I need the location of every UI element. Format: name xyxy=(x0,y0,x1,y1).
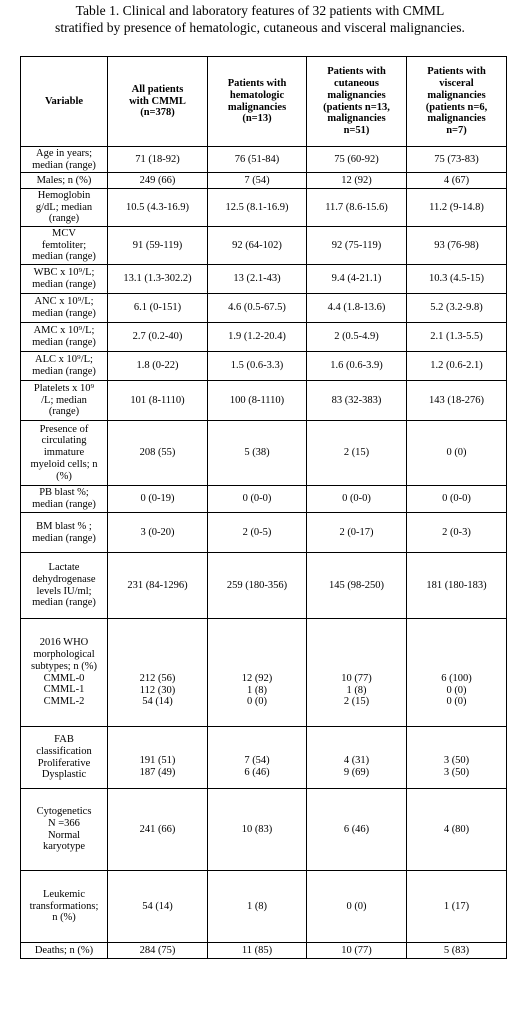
header-hematologic: Patients with hematologic malignancies (n=13) xyxy=(208,57,307,147)
header-visceral: Patients with visceral malignancies (patients n=6, malignancies n=7) xyxy=(407,57,507,147)
row-label xyxy=(21,727,108,789)
header-variable: Variable xyxy=(21,57,108,147)
cell-cutaneous: 9.4 (4-21.1) xyxy=(307,265,407,294)
cell-visceral: 10.3 (4.5-15) xyxy=(407,265,507,294)
cell-cutaneous: 12 (92) xyxy=(307,173,407,189)
cell-cutaneous xyxy=(307,727,407,789)
table-row xyxy=(21,486,507,513)
cell-cutaneous: 4.4 (1.8-13.6) xyxy=(307,294,407,323)
table-row-fab xyxy=(21,727,507,789)
table-row-who-subtypes xyxy=(21,619,507,727)
table-row xyxy=(21,421,507,486)
cell-hematologic: 100 (8-1110) xyxy=(208,381,307,421)
row-label: Age in years; median (range) xyxy=(21,147,108,173)
cell-all: 208 (55) xyxy=(108,421,208,486)
table-row xyxy=(21,352,507,381)
cell-cutaneous: 1.6 (0.6-3.9) xyxy=(307,352,407,381)
cell-all: 54 (14) xyxy=(108,871,208,943)
cell-hematologic: 4.6 (0.5-67.5) xyxy=(208,294,307,323)
fab-all-values: 191 (51) 187 (49) xyxy=(139,754,176,778)
table-caption xyxy=(0,2,520,36)
fab-cut-values: 4 (31) 9 (69) xyxy=(343,754,370,778)
cell-hematologic: 1.5 (0.6-3.3) xyxy=(208,352,307,381)
cell-cutaneous: 2 (0.5-4.9) xyxy=(307,323,407,352)
cell-hematologic xyxy=(208,727,307,789)
cell-all: 71 (18-92) xyxy=(108,147,208,173)
row-label: Lactate dehydrogenase levels IU/ml; median (range) xyxy=(21,553,108,619)
cell-visceral: 75 (73-83) xyxy=(407,147,507,173)
cell-cutaneous: 145 (98-250) xyxy=(307,553,407,619)
cell-cutaneous: 0 (0) xyxy=(307,871,407,943)
cell-hematologic: 13 (2.1-43) xyxy=(208,265,307,294)
row-label: Platelets x 10⁹ /L; median (range) xyxy=(21,381,108,421)
cell-cutaneous: 92 (75-119) xyxy=(307,227,407,265)
table-row xyxy=(21,173,507,189)
cell-visceral xyxy=(407,727,507,789)
cell-all xyxy=(108,727,208,789)
who-sublabels: CMML-0 CMML-1 CMML-2 xyxy=(43,672,85,708)
cell-visceral xyxy=(407,619,507,727)
cell-hematologic: 1 (8) xyxy=(208,871,307,943)
cell-all: 3 (0-20) xyxy=(108,513,208,553)
table-row xyxy=(21,294,507,323)
cell-visceral: 5.2 (3.2-9.8) xyxy=(407,294,507,323)
cell-all: 249 (66) xyxy=(108,173,208,189)
cell-all: 101 (8-1110) xyxy=(108,381,208,421)
table-row xyxy=(21,553,507,619)
cell-all: 0 (0-19) xyxy=(108,486,208,513)
cell-hematologic: 11 (85) xyxy=(208,943,307,959)
cell-hematologic: 2 (0-5) xyxy=(208,513,307,553)
cell-all xyxy=(108,619,208,727)
cell-visceral: 0 (0-0) xyxy=(407,486,507,513)
cell-hematologic: 92 (64-102) xyxy=(208,227,307,265)
cell-all: 10.5 (4.3-16.9) xyxy=(108,189,208,227)
fab-hem-values: 7 (54) 6 (46) xyxy=(244,754,270,778)
cell-all: 1.8 (0-22) xyxy=(108,352,208,381)
caption-line-2: stratified by presence of hematologic, cutaneous and visceral malignancies. xyxy=(55,20,465,35)
cell-all: 231 (84-1296) xyxy=(108,553,208,619)
row-label: WBC x 10⁹/L; median (range) xyxy=(21,265,108,294)
cell-visceral: 2 (0-3) xyxy=(407,513,507,553)
row-label: AMC x 10⁹/L; median (range) xyxy=(21,323,108,352)
who-vis-values: 6 (100) 0 (0) 0 (0) xyxy=(441,672,472,708)
cell-visceral: 93 (76-98) xyxy=(407,227,507,265)
table-row xyxy=(21,265,507,294)
cell-all: 284 (75) xyxy=(108,943,208,959)
cell-visceral: 0 (0) xyxy=(407,421,507,486)
cell-cutaneous: 75 (60-92) xyxy=(307,147,407,173)
table-row xyxy=(21,381,507,421)
table-row xyxy=(21,227,507,265)
cell-visceral: 4 (67) xyxy=(407,173,507,189)
who-label: 2016 WHO morphological subtypes; n (%) xyxy=(31,637,97,672)
table-row-leukemic xyxy=(21,871,507,943)
cell-hematologic: 5 (38) xyxy=(208,421,307,486)
row-label: ALC x 10⁹/L; median (range) xyxy=(21,352,108,381)
cell-cutaneous: 0 (0-0) xyxy=(307,486,407,513)
clinical-features-table xyxy=(20,56,507,959)
cell-hematologic: 0 (0-0) xyxy=(208,486,307,513)
cell-visceral: 4 (80) xyxy=(407,789,507,871)
row-label xyxy=(21,619,108,727)
cell-visceral: 2.1 (1.3-5.5) xyxy=(407,323,507,352)
cell-all: 6.1 (0-151) xyxy=(108,294,208,323)
cell-visceral: 1 (17) xyxy=(407,871,507,943)
header-row xyxy=(21,57,507,147)
cell-hematologic: 259 (180-356) xyxy=(208,553,307,619)
who-hem-values: 12 (92) 1 (8) 0 (0) xyxy=(241,672,273,708)
fab-label: FAB classification xyxy=(36,733,92,757)
cell-hematologic: 7 (54) xyxy=(208,173,307,189)
table-row xyxy=(21,147,507,173)
fab-sublabels: Proliferative Dysplastic xyxy=(37,757,91,781)
cell-hematologic: 1.9 (1.2-20.4) xyxy=(208,323,307,352)
caption-line-1: Table 1. Clinical and laboratory features of 32 patients with CMML xyxy=(75,3,445,18)
row-label: Hemoglobin g/dL; median (range) xyxy=(21,189,108,227)
row-label: MCV femtoliter; median (range) xyxy=(21,227,108,265)
cell-cutaneous: 10 (77) xyxy=(307,943,407,959)
cell-cutaneous: 2 (15) xyxy=(307,421,407,486)
cell-all: 2.7 (0.2-40) xyxy=(108,323,208,352)
row-label: Leukemic transformations; n (%) xyxy=(21,871,108,943)
cell-visceral: 1.2 (0.6-2.1) xyxy=(407,352,507,381)
cell-all: 241 (66) xyxy=(108,789,208,871)
cell-cutaneous: 11.7 (8.6-15.6) xyxy=(307,189,407,227)
row-label: BM blast % ; median (range) xyxy=(21,513,108,553)
cell-hematologic: 76 (51-84) xyxy=(208,147,307,173)
header-cutaneous: Patients with cutaneous malignancies (patients n=13, malignancies n=51) xyxy=(307,57,407,147)
cell-all: 13.1 (1.3-302.2) xyxy=(108,265,208,294)
cell-hematologic: 12.5 (8.1-16.9) xyxy=(208,189,307,227)
cell-visceral: 11.2 (9-14.8) xyxy=(407,189,507,227)
table-row-cytogenetics xyxy=(21,789,507,871)
row-label: Males; n (%) xyxy=(21,173,108,189)
table-row xyxy=(21,189,507,227)
who-cut-values: 10 (77) 1 (8) 2 (15) xyxy=(341,672,372,708)
row-label: Deaths; n (%) xyxy=(21,943,108,959)
table-row-deaths xyxy=(21,943,507,959)
row-label: ANC x 10⁹/L; median (range) xyxy=(21,294,108,323)
cell-visceral: 5 (83) xyxy=(407,943,507,959)
table-row xyxy=(21,513,507,553)
cell-visceral: 143 (18-276) xyxy=(407,381,507,421)
cell-hematologic: 10 (83) xyxy=(208,789,307,871)
cell-cutaneous xyxy=(307,619,407,727)
cell-cutaneous: 83 (32-383) xyxy=(307,381,407,421)
cell-all: 91 (59-119) xyxy=(108,227,208,265)
table-row xyxy=(21,323,507,352)
row-label: Cytogenetics N =366 Normal karyotype xyxy=(21,789,108,871)
cell-cutaneous: 2 (0-17) xyxy=(307,513,407,553)
row-label: PB blast %; median (range) xyxy=(21,486,108,513)
row-label: Presence of circulating immature myeloid cells; n (%) xyxy=(21,421,108,486)
cell-cutaneous: 6 (46) xyxy=(307,789,407,871)
cell-hematologic xyxy=(208,619,307,727)
fab-vis-values: 3 (50) 3 (50) xyxy=(443,754,470,778)
cell-visceral: 181 (180-183) xyxy=(407,553,507,619)
who-all-values: 212 (56) 112 (30) 54 (14) xyxy=(139,672,176,708)
header-all-patients: All patients with CMML (n=378) xyxy=(108,57,208,147)
